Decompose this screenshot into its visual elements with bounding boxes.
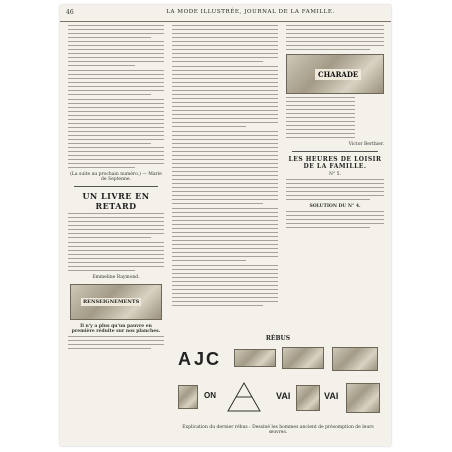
text-block [286,211,384,228]
rebus-image [234,349,276,367]
rebus-letter-a: A [178,349,191,369]
magazine-page [60,5,391,446]
ad-title: RENSEIGNEMENTS [83,299,140,305]
text-block [68,25,164,66]
rebus-image [346,383,380,413]
end-note: (La suite au prochain numéro.) — Marie de Septenne. [70,172,162,182]
page-number: 46 [66,9,74,16]
rebus-triangle-drawing [226,381,262,413]
text-block [172,66,278,127]
page-header [60,5,391,22]
rebus-image [332,347,378,371]
ad-caption: Il n'y a plus qu'un pauvre en première réduite sur nos planches. [71,324,161,334]
text-block [68,70,164,95]
text-block [172,208,278,261]
advertisement-banner [70,284,162,320]
rebus-caption: Explication du dernier rébus : Dessiné les hommes ancient de présomption de leurs œuvres. [182,425,374,435]
text-block [68,213,164,238]
rebus-word-vai-2: VAI [324,391,339,401]
text-block [172,131,278,204]
rebus-title: RÉBUS [265,335,291,342]
solution-title: SOLUTION DU N° 4. [309,204,361,209]
text-block [172,265,278,306]
charade-title: CHARADE [315,69,361,80]
heures-title: LES HEURES DE LOISIR DE LA FAMILLE. [288,156,382,170]
rebus-image [282,347,324,369]
rebus-word-on: ON [204,391,216,400]
rebus-puzzle [172,345,384,421]
running-title: LA MODE ILLUSTRÉE, JOURNAL DE LA FAMILLE. [166,9,335,15]
section-title: UN LIVRE EN RETARD [82,191,150,211]
charade-author: Victor Berthier. [348,142,384,147]
text-block [68,336,164,349]
rebus-image [178,385,198,409]
rebus-word-vai: VAI [276,391,291,401]
charade-verse [286,97,384,138]
column-left [68,25,164,440]
divider [292,151,378,152]
rebus-letter-c: C [206,349,219,369]
rebus-block [172,335,384,443]
text-block [286,25,384,50]
divider [74,186,158,187]
text-block [172,25,278,62]
text-block [68,242,164,271]
rebus-letter-j: J [194,349,205,369]
rebus-image [296,385,320,411]
heures-number: N° 5. [329,172,341,177]
charade-illustration [286,54,384,94]
text-block [68,99,164,168]
signature: Emmeline Raymond. [92,275,140,280]
text-block [286,179,384,200]
